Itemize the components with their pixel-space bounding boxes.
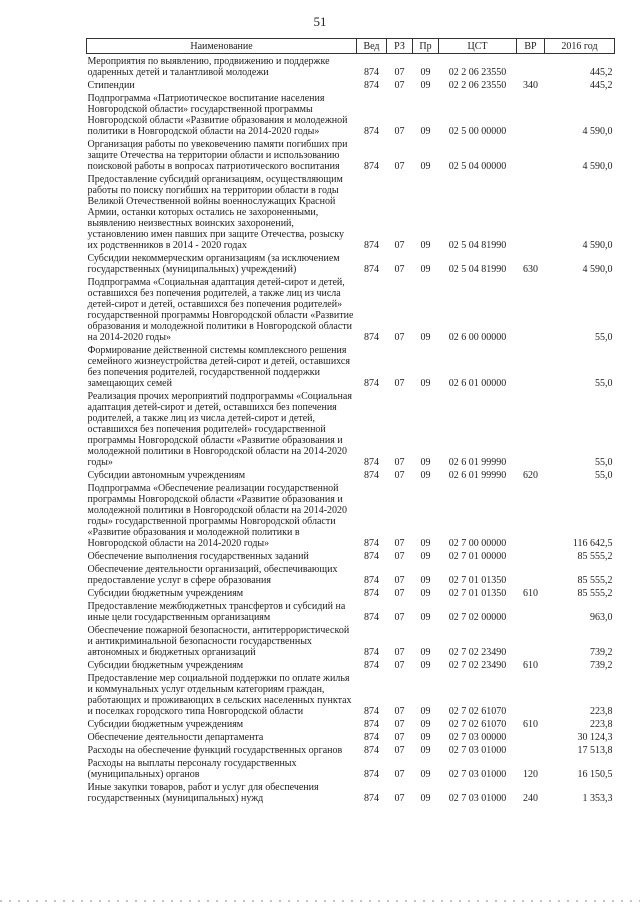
cell-cst: 02 2 06 23550 [448,67,507,78]
cell-ved: 874 [364,793,379,804]
cell-ved: 874 [364,745,379,756]
cell-name: Субсидии бюджетным учреждениям [87,588,244,599]
cell-vr: 120 [523,769,538,780]
cell-rz: 07 [394,457,405,468]
cell-cst: 02 5 04 00000 [448,161,507,172]
header-year: 2016 год [545,39,615,54]
cell-cst: 02 6 01 99990 [448,457,507,468]
cell-rz: 07 [394,732,405,743]
cell-pr: 09 [420,719,431,730]
table-row [87,470,615,483]
table-header-row [87,39,615,54]
cell-amount: 55,0 [595,332,613,343]
header-vr: ВР [517,39,545,54]
cell-cst: 02 7 02 61070 [448,719,507,730]
cell-name: Подпрограмма «Патриотическое воспитание населения Новгородской области» государственной программы Новгородской области «Развитие образования и молодежной политики в Новгородской области на 2014-2020 годы» [87,93,348,137]
cell-rz: 07 [394,660,405,671]
cell-cst: 02 7 02 23490 [448,647,507,658]
cell-pr: 09 [420,660,431,671]
cell-vr [517,139,545,174]
cell-pr: 09 [420,793,431,804]
table-row [87,93,615,139]
cell-ved: 874 [364,706,379,717]
cell-amount: 116 642,5 [572,538,613,549]
cell-cst: 02 6 00 00000 [448,332,507,343]
cell-name: Субсидии бюджетным учреждениям [87,660,244,671]
cell-ved: 874 [364,719,379,730]
table-row [87,139,615,174]
header-cst: ЦСТ [439,39,517,54]
cell-rz: 07 [394,769,405,780]
cell-rz: 07 [394,719,405,730]
cell-pr: 09 [420,732,431,743]
cell-pr: 09 [420,332,431,343]
table-row [87,588,615,601]
cell-ved: 874 [364,470,379,481]
cell-name: Организация работы по увековечению памяти погибших при защите Отечества на территории области и использованию поисковой работы в вопросах патриотического воспитания [87,139,348,172]
table-row [87,782,615,806]
cell-pr: 09 [420,240,431,251]
cell-ved: 874 [364,538,379,549]
cell-rz: 07 [394,126,405,137]
cell-amount: 4 590,0 [582,126,613,137]
cell-vr [517,745,545,758]
cell-ved: 874 [364,126,379,137]
header-pr: Пр [413,39,439,54]
cell-amount: 223,8 [590,719,613,730]
cell-rz: 07 [394,264,405,275]
cell-name: Обеспечение пожарной безопасности, антитеррористической и антикриминальной безопасности государственных автономных и бюджетных организаций [87,625,350,658]
table-row [87,391,615,470]
cell-name: Субсидии некоммерческим организациям (за исключением государственных (муниципальных) учреждений) [87,253,340,275]
cell-name: Расходы на выплаты персоналу государственных (муниципальных) органов [87,758,297,780]
cell-amount: 4 590,0 [582,161,613,172]
cell-rz: 07 [394,588,405,599]
cell-amount: 4 590,0 [582,264,613,275]
cell-cst: 02 7 02 00000 [448,612,507,623]
cell-pr: 09 [420,647,431,658]
cell-rz: 07 [394,612,405,623]
cell-amount: 963,0 [590,612,613,623]
cell-vr [517,601,545,625]
cell-rz: 07 [394,745,405,756]
cell-ved: 874 [364,660,379,671]
cell-rz: 07 [394,538,405,549]
cell-vr [517,564,545,588]
cell-pr: 09 [420,161,431,172]
cell-pr: 09 [420,575,431,586]
cell-ved: 874 [364,161,379,172]
cell-cst: 02 7 02 61070 [448,706,507,717]
cell-pr: 09 [420,538,431,549]
cell-name: Предоставление мер социальной поддержки по оплате жилья и коммунальных услуг отдельным категориям граждан, работающих и проживающих в сельских населенных пунктах и поселках городского типа Новгородской области [87,673,352,717]
cell-cst: 02 7 03 01000 [448,745,507,756]
cell-rz: 07 [394,793,405,804]
cell-amount: 739,2 [590,647,613,658]
table-row [87,732,615,745]
cell-name: Подпрограмма «Обеспечение реализации государственной программы Новгородской области «Развитие образования и молодежной политики в Новгородской области на 2014-2020 годы» государственной программы Новгородской области «Развитие образования и молодежной политики в Новгородской области на 2014-2020 годы» [87,483,348,549]
cell-cst: 02 7 00 00000 [448,538,507,549]
table-row [87,345,615,391]
cell-name: Предоставление межбюджетных трансфертов и субсидий на иные цели государственным организациям [87,601,346,623]
cell-amount: 55,0 [595,378,613,389]
cell-amount: 17 513,8 [577,745,613,756]
cell-name: Расходы на обеспечение функций государственных органов [87,745,343,756]
cell-pr: 09 [420,706,431,717]
cell-vr [517,174,545,253]
cell-pr: 09 [420,264,431,275]
table-row [87,54,615,81]
cell-amount: 16 150,5 [577,769,613,780]
cell-pr: 09 [420,745,431,756]
cell-amount: 1 353,3 [582,793,613,804]
cell-ved: 874 [364,551,379,562]
cell-cst: 02 5 04 81990 [448,264,507,275]
cell-ved: 874 [364,378,379,389]
cell-cst: 02 7 03 00000 [448,732,507,743]
cell-cst: 02 2 06 23550 [448,80,507,91]
cell-amount: 85 555,2 [577,551,613,562]
table-row [87,745,615,758]
cell-cst: 02 7 03 01000 [448,769,507,780]
cell-rz: 07 [394,575,405,586]
cell-name: Подпрограмма «Социальная адаптация детей-сирот и детей, оставшихся без попечения родителей, а также лиц из числа детей-сирот и детей, оставшихся без попечения родителей» государственной программы Новгородской области «Развитие образования и молодежной политики в Новгородской области на 2014-2020 годы» [87,277,354,343]
cell-amount: 30 124,3 [577,732,613,743]
cell-pr: 09 [420,378,431,389]
cell-amount: 445,2 [590,67,613,78]
cell-ved: 874 [364,240,379,251]
cell-ved: 874 [364,457,379,468]
cell-pr: 09 [420,588,431,599]
cell-vr [517,625,545,660]
cell-name: Субсидии автономным учреждениям [87,470,246,481]
cell-ved: 874 [364,575,379,586]
header-ved: Вед [357,39,387,54]
cell-vr: 340 [523,80,538,91]
cell-vr [517,54,545,81]
cell-rz: 07 [394,470,405,481]
cell-rz: 07 [394,67,405,78]
cell-cst: 02 7 01 01350 [448,575,507,586]
table-row [87,625,615,660]
cell-rz: 07 [394,332,405,343]
cell-amount: 55,0 [595,470,613,481]
cell-amount: 85 555,2 [577,588,613,599]
table-row [87,80,615,93]
cell-amount: 55,0 [595,457,613,468]
cell-cst: 02 7 01 00000 [448,551,507,562]
scan-artifact [0,900,640,902]
cell-pr: 09 [420,67,431,78]
cell-amount: 739,2 [590,660,613,671]
cell-rz: 07 [394,80,405,91]
cell-name: Мероприятия по выявлению, продвижению и поддержке одаренных детей и талантливой молодежи [87,56,330,78]
cell-pr: 09 [420,457,431,468]
cell-ved: 874 [364,332,379,343]
cell-vr: 620 [523,470,538,481]
cell-rz: 07 [394,551,405,562]
cell-pr: 09 [420,470,431,481]
table-row [87,758,615,782]
table-row [87,551,615,564]
table-row [87,483,615,551]
cell-cst: 02 7 02 23490 [448,660,507,671]
cell-name: Обеспечение выполнения государственных заданий [87,551,309,562]
table-row [87,174,615,253]
cell-name: Иные закупки товаров, работ и услуг для обеспечения государственных (муниципальных) нужд [87,782,319,804]
cell-pr: 09 [420,551,431,562]
cell-vr: 610 [523,719,538,730]
table-row [87,564,615,588]
cell-vr: 630 [523,264,538,275]
cell-name: Предоставление субсидий организациям, осуществляющим работы по поиску погибших на территории области в годы Великой Отечественной войны военнослужащих Красной Армии, останки которых остались не захороненными, выявлению неизвестных воинских захоронений, установлению имен павших при защите Отечества, розыску их родственников в 2014 - 2020 годах [87,174,345,251]
page-number: 51 [313,14,327,29]
budget-table [86,38,615,806]
table-row [87,719,615,732]
cell-vr [517,483,545,551]
cell-ved: 874 [364,769,379,780]
cell-amount: 85 555,2 [577,575,613,586]
cell-pr: 09 [420,126,431,137]
cell-ved: 874 [364,80,379,91]
cell-vr: 240 [523,793,538,804]
cell-ved: 874 [364,588,379,599]
table-row [87,277,615,345]
cell-pr: 09 [420,769,431,780]
cell-vr [517,345,545,391]
cell-rz: 07 [394,647,405,658]
cell-vr [517,277,545,345]
cell-name: Стипендии [87,80,135,91]
cell-vr [517,391,545,470]
cell-pr: 09 [420,612,431,623]
cell-name: Субсидии бюджетным учреждениям [87,719,244,730]
table-row [87,660,615,673]
cell-name: Формирование действенной системы комплексного решения семейного жизнеустройства детей-сирот и детей, оставшихся без попечения родителей, государственной поддержки замещающих семей [87,345,350,389]
cell-vr [517,673,545,719]
cell-rz: 07 [394,161,405,172]
cell-cst: 02 6 01 99990 [448,470,507,481]
cell-cst: 02 5 04 81990 [448,240,507,251]
cell-name: Обеспечение деятельности организаций, обеспечивающих предоставление услуг в сфере образования [87,564,338,586]
cell-amount: 4 590,0 [582,240,613,251]
cell-amount: 445,2 [590,80,613,91]
cell-amount: 223,8 [590,706,613,717]
table-body [87,54,615,807]
table-row [87,673,615,719]
cell-ved: 874 [364,612,379,623]
cell-rz: 07 [394,706,405,717]
cell-rz: 07 [394,378,405,389]
table-row [87,601,615,625]
cell-cst: 02 6 01 00000 [448,378,507,389]
cell-cst: 02 7 03 01000 [448,793,507,804]
cell-vr [517,93,545,139]
cell-vr [517,551,545,564]
cell-vr: 610 [523,588,538,599]
cell-cst: 02 7 01 01350 [448,588,507,599]
cell-ved: 874 [364,647,379,658]
cell-ved: 874 [364,732,379,743]
cell-vr: 610 [523,660,538,671]
cell-pr: 09 [420,80,431,91]
header-name: Наименование [87,39,357,54]
cell-cst: 02 5 00 00000 [448,126,507,137]
cell-rz: 07 [394,240,405,251]
table-row [87,253,615,277]
cell-name: Реализация прочих мероприятий подпрограммы «Социальная адаптация детей-сирот и детей, оставшихся без попечения родителей, а также лиц из числа детей-сирот и детей, оставшихся без попечения родителей» государственной программы Новгородской области «Развитие образования и молодежной политики в Новгородской области на 2014-2020 годы» [87,391,352,468]
cell-ved: 874 [364,67,379,78]
cell-vr [517,732,545,745]
cell-ved: 874 [364,264,379,275]
header-rz: РЗ [387,39,413,54]
cell-name: Обеспечение деятельности департамента [87,732,264,743]
